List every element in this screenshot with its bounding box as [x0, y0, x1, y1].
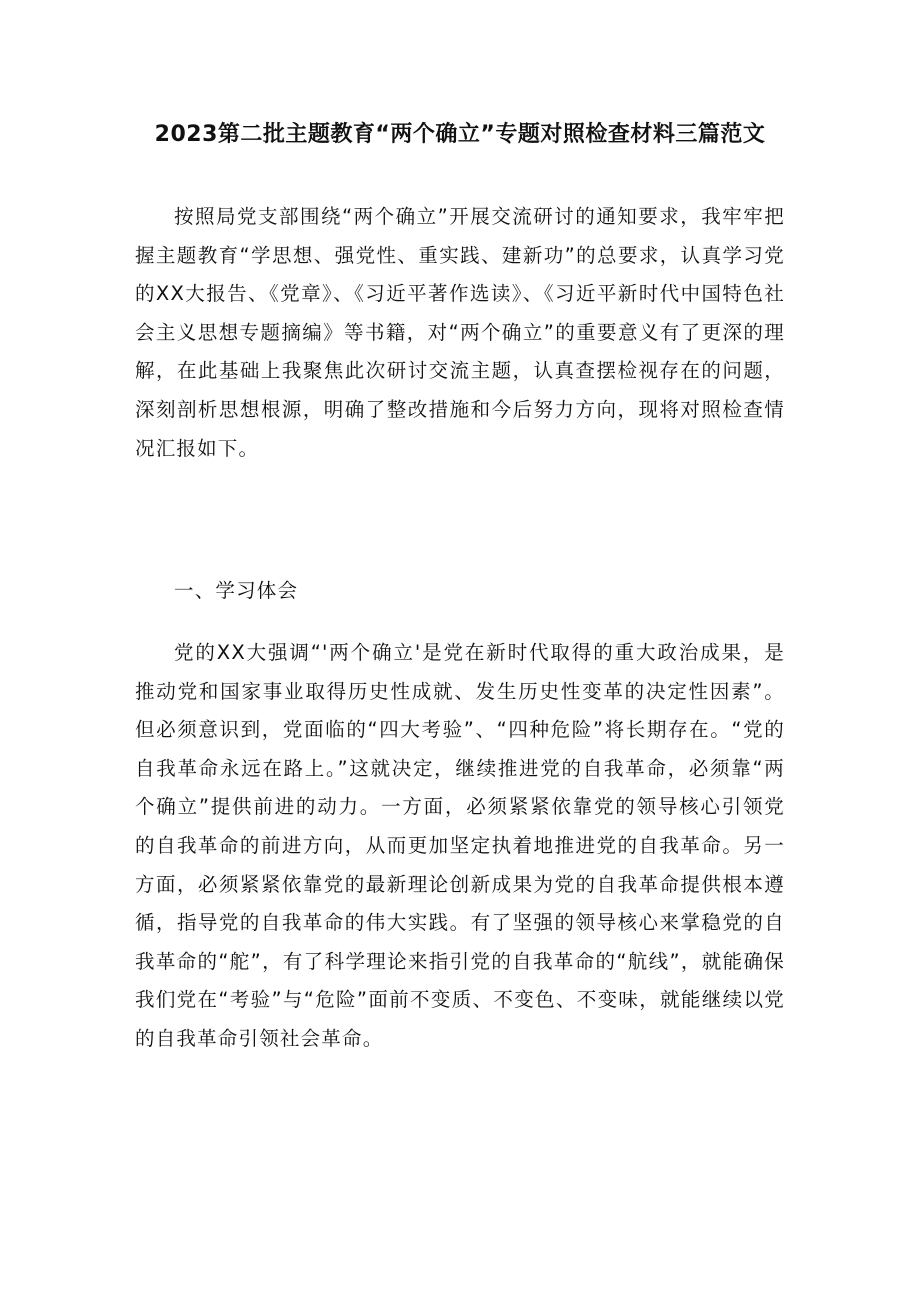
- document-title: 2023第二批主题教育“两个确立”专题对照检查材料三篇范文: [154, 122, 766, 147]
- intro-paragraph: 按照局党支部围绕“两个确立”开展交流研讨的通知要求，我牢牢把握主题教育“学思想、强党性、重实践、建新功”的总要求，认真学习党的XX大报告、《党章》、《习近平著作选读》、《习近平新时代中国特色社会主义思想专题摘编》等书籍，对“两个确立”的重要意义有了更深的理解，在此基础上我聚焦此次研讨交流主题，认真查摆检视存在的问题，深刻剖析思想根源，明确了整改措施和今后努力方向，现将对照检查情况汇报如下。: [135, 205, 785, 460]
- section-heading: 一、学习体会: [174, 579, 299, 602]
- body-paragraph: 党的XX大强调“'两个确立'是党在新时代取得的重大政治成果，是推动党和国家事业取得历史性成就、发生历史性变革的决定性因素”。但必须意识到，党面临的“四大考验”、“四种危险”将长期存在。“党的自我革命永远在路上。”这就决定，继续推进党的自我革命，必须靠“两个确立”提供前进的动力。一方面，必须紧紧依靠党的领导核心引领党的自我革命的前进方向，从而更加坚定执着地推进党的自我革命。另一方面，必须紧紧依靠党的最新理论创新成果为党的自我革命提供根本遵循，指导党的自我革命的伟大实践。有了坚强的领导核心来掌稳党的自我革命的“舵”，有了科学理论来指引党的自我革命的“航线”，就能确保我们党在“考验”与“危险”面前不变质、不变色、不变味，就能继续以党的自我革命引领社会革命。: [135, 641, 785, 1050]
